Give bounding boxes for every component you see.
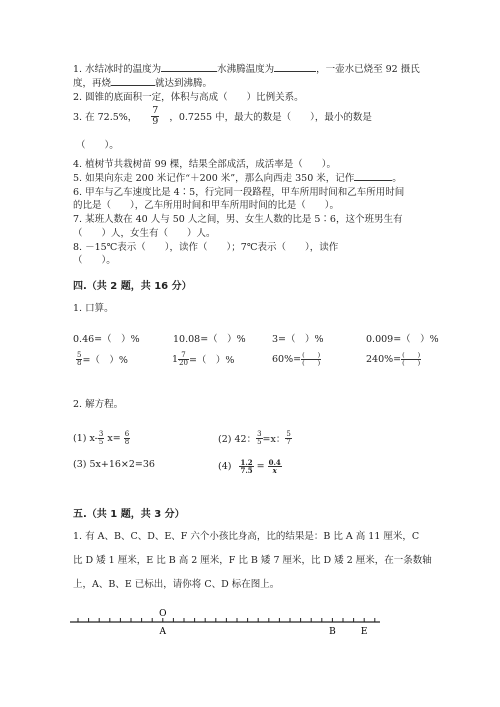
calc-item: 240%= $\frac{( )}{( )}$: [366, 351, 421, 367]
fraction: $\frac{0.4}{x}$: [268, 457, 281, 475]
section-4-title: 四.（共 2 题，共 16 分）: [73, 281, 192, 292]
question-8-line-1: 8. －15℃表示（ ），读作（ ）；7℃表示（ ），读作: [73, 242, 339, 253]
question-3-answer: （ ）。: [76, 140, 119, 151]
question-4: 4. 植树节共栽树苗 99 棵，结果全部成活，成活率是（ ）。: [73, 159, 336, 170]
calc-item: 10.08=（ ）%: [173, 334, 246, 345]
point-label-e: E: [360, 627, 368, 637]
calc-item: 3=（ ）%: [272, 334, 324, 345]
fraction: $\frac{7}{20}$: [179, 350, 188, 367]
calc-item: 0.009=（ ）%: [366, 334, 439, 345]
question-7-line-2: （ ）人，女生有（ ）人。: [73, 228, 216, 239]
origin-label: O: [159, 609, 167, 619]
question-1-line-2: 度，再烧 就达到沸腾。: [73, 78, 213, 89]
solve-equations-heading: 2. 解方程。: [73, 399, 124, 410]
question-3: 3. 在 72.5%， $\frac{7}{9}$ ，0.7255 中，最大的数是（ ），最小的数是: [73, 105, 372, 127]
equation-2: (2) 42： $\frac{3}{5}$ =x： $\frac{5}{7}$: [218, 429, 291, 446]
answer-blank[interactable]: [274, 62, 316, 72]
fraction: $\frac{3}{5}$: [257, 429, 262, 446]
answer-blank[interactable]: [354, 171, 392, 181]
answer-blank[interactable]: [111, 76, 155, 86]
fraction: $\frac{5}{7}$: [286, 429, 291, 446]
calc-item: 60%= $\frac{( )}{( )}$: [272, 351, 321, 367]
equation-3: (3) 5x+16×2=36: [73, 459, 155, 470]
oral-calculation-heading: 1. 口算。: [73, 303, 114, 314]
equation-1: (1) x- $\frac{3}{5}$ x= $\frac{6}{8}$: [73, 429, 130, 446]
equation-4: (4) $\frac{1.2}{7.5}$ = $\frac{0.4}{x}$: [218, 457, 281, 475]
problem-line-1: 1. 有 A、B、C、D、E、F 六个小孩比身高，比的结果是：B 比 A 高 11 厘米，C: [73, 531, 420, 542]
question-1-line-1: 1. 水结冰时的温度为 水沸腾温度为 ，一壶水已烧至 92 摄氏: [73, 64, 420, 75]
number-line: [70, 605, 380, 645]
problem-line-2: 比 D 矮 1 厘米，E 比 B 高 2 厘米，F 比 B 矮 7 厘米，比 D 矮 2 厘米，在一条数轴: [73, 555, 432, 566]
fraction: $\frac{3}{5}$: [98, 429, 104, 446]
fraction: $\frac{1.2}{7.5}$: [240, 457, 253, 475]
point-label-a: A: [159, 627, 167, 637]
calc-item: 1 $\frac{7}{20}$ =（ ）%: [172, 350, 235, 367]
calc-item: $\frac{5}{8}$ =（ ）%: [77, 350, 128, 367]
fraction: $\frac{6}{8}$: [124, 429, 130, 446]
fraction: $\frac{( )}{( )}$: [302, 351, 321, 367]
question-7-line-1: 7. 某班人数在 40 人与 50 人之间，男、女生人数的比是 5∶6，这个班男生有: [73, 214, 403, 225]
calc-item: 0.46=（ ）%: [73, 334, 140, 345]
fraction: $\frac{5}{8}$: [77, 350, 82, 367]
question-2: 2. 圆锥的底面积一定，体积与高成（ ）比例关系。: [73, 92, 304, 103]
question-5: 5. 如果向东走 200 米记作“＋200 米”，那么向西走 350 米，记作 。: [73, 173, 402, 184]
problem-line-3: 上，A、B、E 已标出，请你将 C、D 标在图上。: [73, 579, 280, 590]
section-5-title: 五.（共 1 题，共 3 分）: [73, 509, 185, 520]
point-label-b: B: [329, 627, 336, 637]
answer-blank[interactable]: [161, 62, 217, 72]
question-8-line-2: （ ）。: [73, 255, 116, 266]
fraction: $\frac{( )}{( )}$: [402, 351, 421, 367]
question-6-line-1: 6. 甲车与乙车速度比是 4∶5，行完同一段路程，甲车所用时间和乙车所用时间: [73, 187, 405, 198]
fraction: $\frac{7}{9}$: [152, 105, 159, 127]
question-6-line-2: 的比是（ ），乙车所用时间和甲车所用时间的比是（ ）。: [73, 200, 340, 211]
